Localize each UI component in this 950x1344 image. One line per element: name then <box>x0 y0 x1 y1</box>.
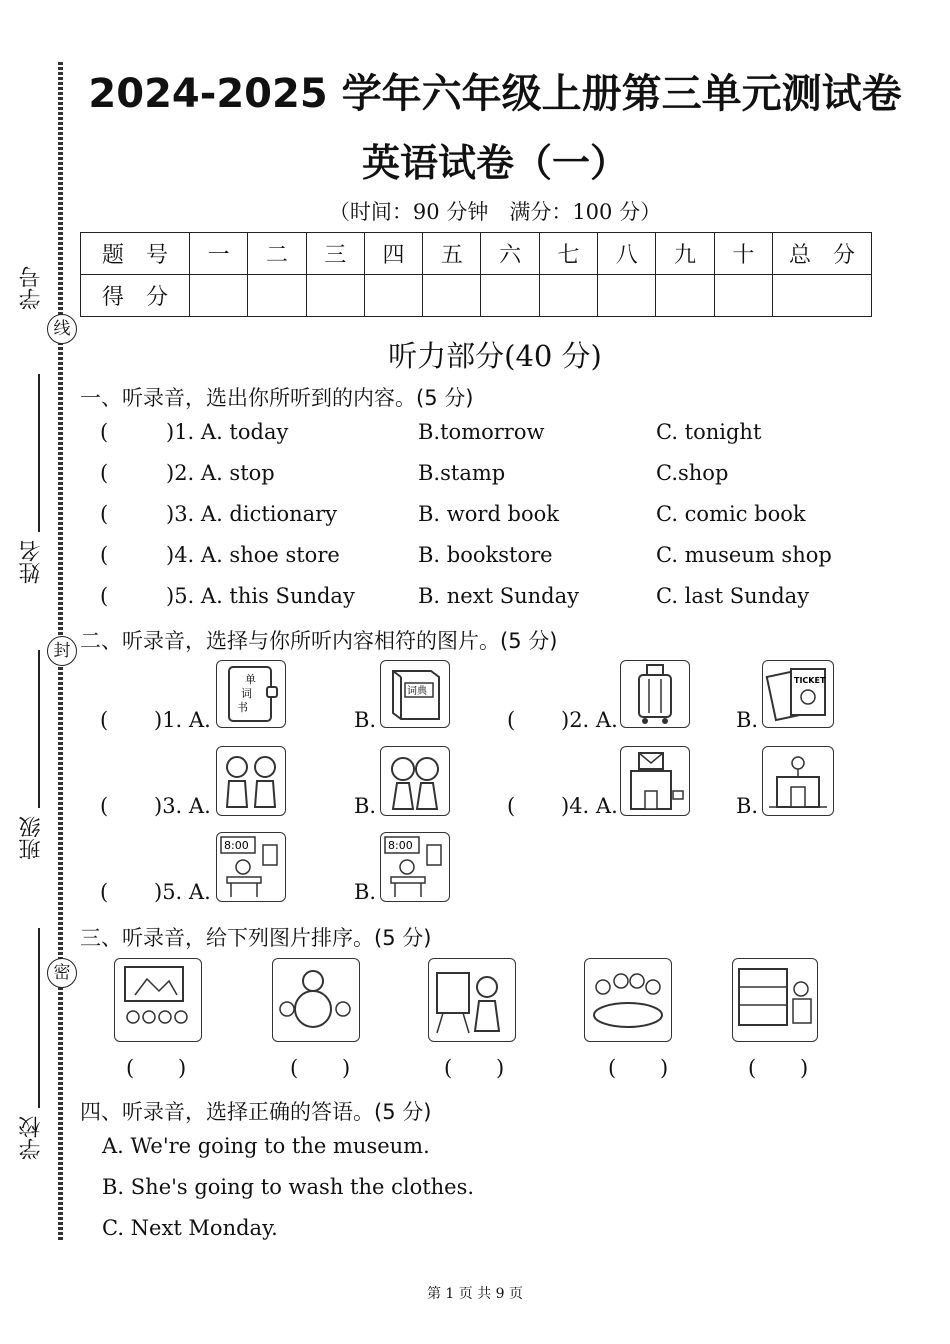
s1-q1-b[interactable]: B.tomorrow <box>418 420 545 444</box>
dictionary-picture[interactable] <box>380 660 450 728</box>
score-header-cell: 八 <box>598 233 656 275</box>
order-blank-2-close: ) <box>342 1056 351 1080</box>
order-blank-2-open[interactable]: ( <box>290 1056 299 1080</box>
paren-open: ( <box>100 461 109 485</box>
score-blank-cell[interactable] <box>656 275 714 317</box>
suitcase-picture[interactable] <box>620 660 690 728</box>
answer-option-a[interactable]: A. We're going to the museum. <box>102 1134 430 1158</box>
score-header-cell: 总 分 <box>773 233 872 275</box>
ticket-icon <box>763 661 833 727</box>
score-blank-cell[interactable] <box>539 275 597 317</box>
exam-time-score: （时间：90 分钟 满分：100 分） <box>328 200 662 224</box>
score-header-cell: 五 <box>423 233 481 275</box>
desk-clock-picture-b[interactable] <box>380 832 450 902</box>
shelf-icon <box>733 959 817 1041</box>
score-blank-cell[interactable] <box>306 275 364 317</box>
student-name-label: 姓名 <box>19 540 44 584</box>
s1-q3-b[interactable]: B. word book <box>418 502 560 526</box>
order-blank-3-close: ) <box>496 1056 505 1080</box>
wordbook-icon <box>217 661 285 727</box>
paren-open: ( <box>100 502 109 526</box>
class-blank[interactable] <box>38 650 40 808</box>
score-header-cell: 一 <box>190 233 248 275</box>
cinema-picture[interactable] <box>114 958 202 1042</box>
section1-title: 一、听录音，选出你所听到的内容。(5 分) <box>80 386 474 410</box>
section2-title: 二、听录音，选择与你所听内容相符的图片。(5 分) <box>80 629 558 653</box>
score-blank-cell[interactable] <box>364 275 422 317</box>
cinema-icon <box>115 959 201 1041</box>
score-header-cell: 六 <box>481 233 539 275</box>
school-blank[interactable] <box>38 928 40 1108</box>
s1-q5-b[interactable]: B. next Sunday <box>418 584 579 608</box>
score-blank-cell[interactable] <box>481 275 539 317</box>
score-header-cell: 七 <box>539 233 597 275</box>
s2-q1-a-label[interactable]: )1. A. <box>154 708 211 732</box>
people-icon <box>217 747 285 815</box>
order-blank-4-close: ) <box>660 1056 669 1080</box>
score-header-cell: 三 <box>306 233 364 275</box>
order-blank-3-open[interactable]: ( <box>444 1056 453 1080</box>
paren-open: ( <box>507 708 516 732</box>
s1-q3-a[interactable]: )3. A. dictionary <box>166 502 338 526</box>
order-blank-1-open[interactable]: ( <box>126 1056 135 1080</box>
flower-shop-picture[interactable] <box>762 746 834 816</box>
wordbook-picture[interactable] <box>216 660 286 728</box>
s1-q4-c[interactable]: C. museum shop <box>656 543 832 567</box>
exam-title: 2024-2025 学年六年级上册第三单元测试卷 <box>88 71 902 117</box>
student-number-label: 学号 <box>19 266 44 310</box>
order-blank-4-open[interactable]: ( <box>608 1056 617 1080</box>
score-header-cell: 四 <box>364 233 422 275</box>
clock-desk-icon <box>217 833 285 901</box>
s2-q4-b-label[interactable]: B. <box>736 794 759 818</box>
listening-heading: 听力部分(40 分) <box>388 339 602 373</box>
answer-option-b[interactable]: B. She's going to wash the clothes. <box>102 1175 475 1199</box>
s2-q5-a-label[interactable]: )5. A. <box>154 880 211 904</box>
svg-text:词典: 词典 <box>407 686 427 697</box>
s1-q2-a[interactable]: )2. A. stop <box>166 461 275 485</box>
painting-picture[interactable] <box>428 958 516 1042</box>
s2-q5-b-label[interactable]: B. <box>354 880 377 904</box>
order-blank-5-open[interactable]: ( <box>748 1056 757 1080</box>
seal-mark-mi: 密 <box>47 958 77 988</box>
exam-subtitle: 英语试卷（一） <box>361 141 628 185</box>
student-name-blank[interactable] <box>38 374 40 532</box>
page-number: 第 1 页 共 9 页 <box>426 1286 524 1302</box>
answer-option-c[interactable]: C. Next Monday. <box>102 1216 278 1240</box>
class-label: 班级 <box>19 816 44 860</box>
people-icon <box>381 747 449 815</box>
svg-text:8:00: 8:00 <box>224 839 249 852</box>
svg-text:8:00: 8:00 <box>388 839 413 852</box>
s2-q3-a-label[interactable]: )3. A. <box>154 794 211 818</box>
s2-q3-b-label[interactable]: B. <box>354 794 377 818</box>
dictionary-icon <box>381 661 449 727</box>
score-blank-cell[interactable] <box>190 275 248 317</box>
score-blank-cell[interactable] <box>714 275 772 317</box>
s1-q2-b[interactable]: B.stamp <box>418 461 506 485</box>
girls-picture[interactable] <box>380 746 450 816</box>
s2-q1-b-label[interactable]: B. <box>354 708 377 732</box>
paren-open: ( <box>100 794 109 818</box>
paren-open: ( <box>100 880 109 904</box>
score-header-cell: 题 号 <box>81 233 190 275</box>
s1-q4-a[interactable]: )4. A. shoe store <box>166 543 340 567</box>
s1-q2-c[interactable]: C.shop <box>656 461 729 485</box>
snowman-picture[interactable] <box>272 958 360 1042</box>
section3-title: 三、听录音，给下列图片排序。(5 分) <box>80 926 432 950</box>
score-header-cell: 九 <box>656 233 714 275</box>
paren-open: ( <box>100 543 109 567</box>
grandparents-picture[interactable] <box>216 746 286 816</box>
svg-text:书: 书 <box>237 701 248 714</box>
score-blank-cell[interactable] <box>423 275 481 317</box>
s1-q4-b[interactable]: B. bookstore <box>418 543 553 567</box>
s2-q4-a-label[interactable]: )4. A. <box>561 794 618 818</box>
family-dinner-picture[interactable] <box>584 958 672 1042</box>
score-blank-cell[interactable] <box>248 275 306 317</box>
score-blank-cell[interactable] <box>773 275 872 317</box>
building-icon <box>621 747 689 815</box>
s1-q5-c[interactable]: C. last Sunday <box>656 584 810 608</box>
score-header-cell: 二 <box>248 233 306 275</box>
paren-open: ( <box>100 420 109 444</box>
s1-q1-a[interactable]: )1. A. today <box>166 420 289 444</box>
order-blank-1-close: ) <box>178 1056 187 1080</box>
score-row-label: 得 分 <box>81 275 190 317</box>
seal-mark-xian: 线 <box>47 314 77 344</box>
dinner-icon <box>585 959 671 1041</box>
paren-open: ( <box>507 794 516 818</box>
clock-desk-icon <box>381 833 449 901</box>
score-header-cell: 十 <box>714 233 772 275</box>
post-office-picture[interactable] <box>620 746 690 816</box>
s2-q2-b-label[interactable]: B. <box>736 708 759 732</box>
s2-q2-a-label[interactable]: )2. A. <box>561 708 618 732</box>
section4-title: 四、听录音，选择正确的答语。(5 分) <box>80 1100 432 1124</box>
easel-icon <box>429 959 515 1041</box>
paren-open: ( <box>100 708 109 732</box>
s1-q1-c[interactable]: C. tonight <box>656 420 762 444</box>
svg-text:TICKET: TICKET <box>794 676 826 685</box>
shop-icon <box>763 747 833 815</box>
school-label: 学校 <box>19 1116 44 1160</box>
snowman-icon <box>273 959 359 1041</box>
svg-text:单: 单 <box>245 673 256 686</box>
desk-clock-picture-a[interactable] <box>216 832 286 902</box>
paren-open: ( <box>100 584 109 608</box>
score-blank-cell[interactable] <box>598 275 656 317</box>
suitcase-icon <box>621 661 689 727</box>
score-table <box>80 232 872 317</box>
seal-mark-feng: 封 <box>47 636 77 666</box>
order-blank-5-close: ) <box>800 1056 809 1080</box>
ticket-picture[interactable] <box>762 660 834 728</box>
s1-q5-a[interactable]: )5. A. this Sunday <box>166 584 355 608</box>
s1-q3-c[interactable]: C. comic book <box>656 502 806 526</box>
svg-text:词: 词 <box>241 687 252 700</box>
supermarket-picture[interactable] <box>732 958 818 1042</box>
